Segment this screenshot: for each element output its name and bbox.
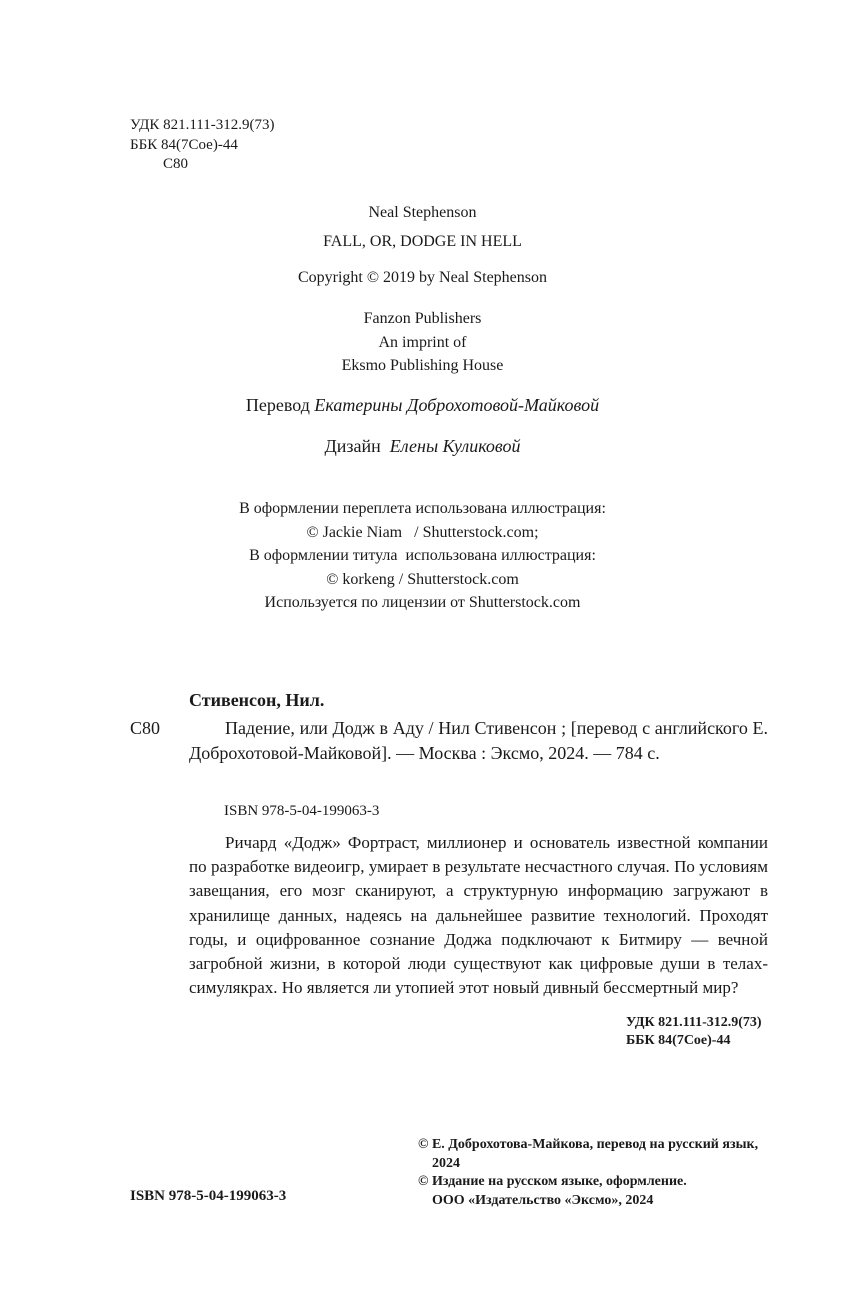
illustration-credits bbox=[0, 497, 845, 615]
catalog-description: Падение, или Додж в Аду / Нил Стивенсон ; [перевод с английского Е. Доброхотовой-Майковой]. — Москва : Эксмо, 2024. — 784 с. bbox=[189, 718, 768, 763]
catalog-annotation: Ричард «Додж» Фортраст, миллионер и основатель известной компании по разработке видеоигр, умирает в результате несчастного случая. По условиям завещания, его мозг сканируют, а структурную информацию загружают в хранилище данных, надеясь на дальнейшее развитие технологий. Проходят годы, и оцифрованное сознание Доджа подключают к Битмиру — вечной загробной жизни, в которой люди существуют как цифровые души в телах-симулякрах. Но является ли утопией этот новый дивный бессмертный мир? bbox=[189, 833, 768, 998]
translation-prefix: Перевод bbox=[245, 395, 310, 415]
copyright-edition-holder: ООО «Издательство «Эксмо», 2024 bbox=[432, 1192, 654, 1208]
copyright-edition: © Издание на русском языке, оформление. bbox=[418, 1174, 687, 1189]
original-author: Neal Stephenson bbox=[368, 204, 477, 221]
author-mark: С80 bbox=[163, 156, 189, 172]
copyright-translation-year: 2024 bbox=[432, 1155, 460, 1171]
catalog-bbk: ББК 84(7Сое)-44 bbox=[626, 1033, 731, 1048]
illustration-line: Используется по лицензии от Shutterstock.com bbox=[264, 594, 581, 611]
copyright-notices bbox=[418, 1136, 758, 1210]
illustration-line: © korkeng / Shutterstock.com bbox=[326, 570, 519, 588]
catalog-udk: УДК 821.111-312.9(73) bbox=[626, 1015, 762, 1030]
translator-name: Екатерины Доброхотовой-Майковой bbox=[314, 395, 600, 415]
catalog-isbn: ISBN 978-5-04-199063-3 bbox=[224, 803, 380, 819]
isbn-footer: ISBN 978-5-04-199063-3 bbox=[130, 1188, 287, 1204]
illustration-line: В оформлении переплета использована иллюстрация: bbox=[239, 500, 606, 517]
illustration-line: В оформлении титула использована иллюстрация: bbox=[249, 547, 596, 564]
catalog-codes bbox=[626, 1014, 762, 1050]
copyright-translation: © Е. Доброхотова-Майкова, перевод на русский язык, bbox=[418, 1137, 759, 1152]
udk-code: УДК 821.111-312.9(73) bbox=[130, 117, 275, 133]
original-copyright: Copyright © 2019 by Neal Stephenson bbox=[297, 269, 548, 286]
designer-name: Елены Куликовой bbox=[389, 436, 521, 456]
publisher-line: An imprint of bbox=[378, 333, 467, 351]
original-title: FALL, OR, DODGE IN HELL bbox=[323, 233, 522, 250]
classification-codes bbox=[130, 116, 274, 175]
bbk-code: ББК 84(7Сое)-44 bbox=[130, 136, 238, 153]
catalog-mark: С80 bbox=[130, 718, 161, 738]
design-credit bbox=[0, 434, 845, 458]
illustration-line: © Jackie Niam / Shutterstock.com; bbox=[306, 523, 539, 541]
translation-credit bbox=[0, 393, 845, 417]
catalog-author-heading: Стивенсон, Нил. bbox=[189, 690, 325, 710]
design-prefix: Дизайн bbox=[324, 436, 381, 456]
publisher-block bbox=[0, 307, 845, 378]
publisher-line: Eksmo Publishing House bbox=[341, 357, 504, 374]
publisher-line: Fanzon Publishers bbox=[363, 310, 482, 327]
